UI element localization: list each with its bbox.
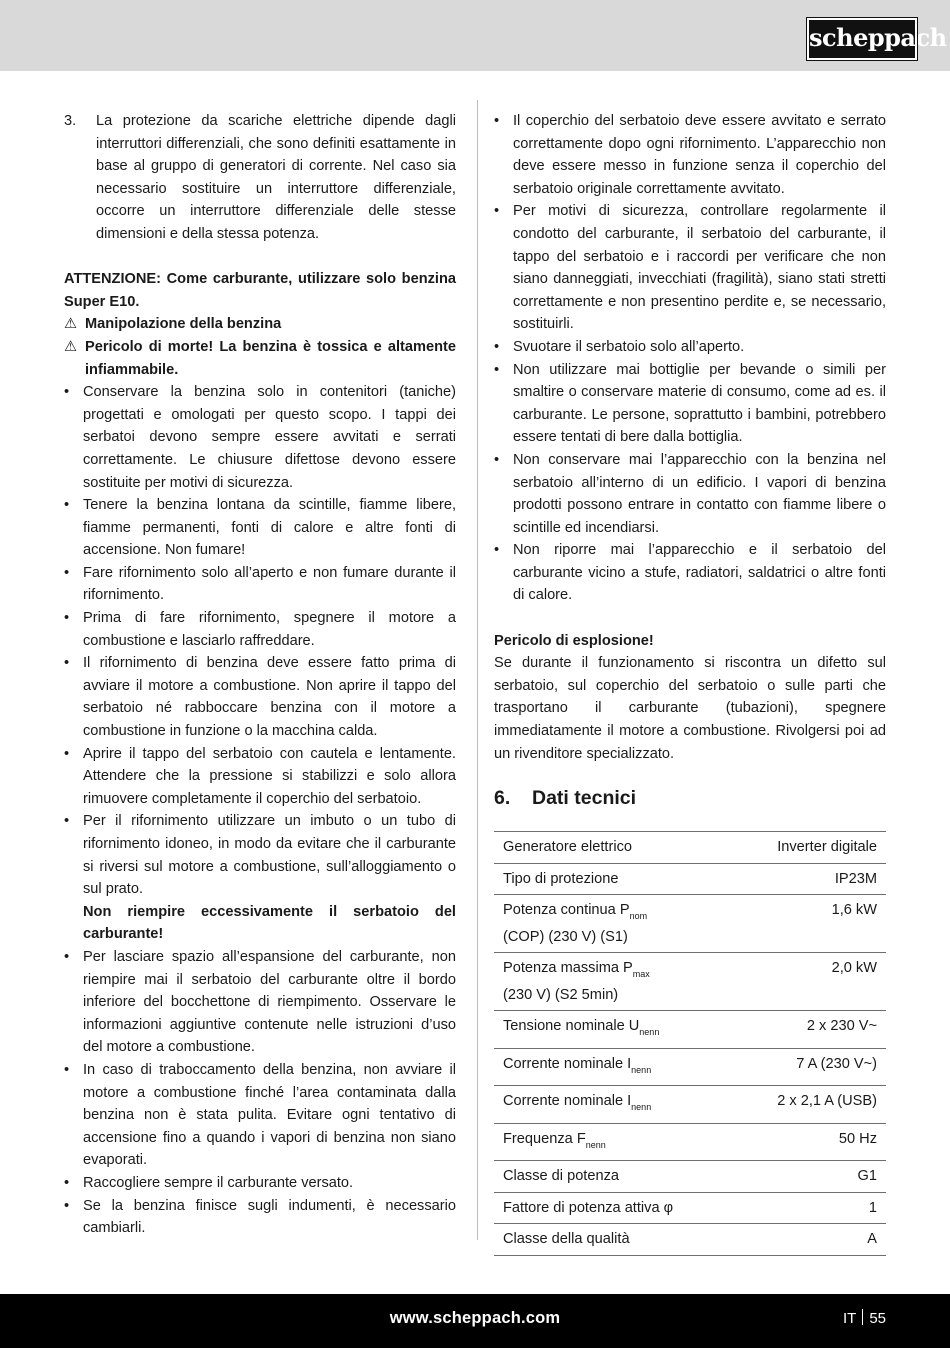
fuel-safety-list <box>64 381 456 901</box>
fuel-safety-list-2 <box>64 946 456 1240</box>
tank-safety-list <box>494 110 886 607</box>
page-value: 55 <box>869 1310 886 1327</box>
spec-label <box>494 863 735 895</box>
website-link[interactable]: www.scheppach.com <box>389 1309 561 1327</box>
specs-table <box>494 831 886 1256</box>
spec-label-text: Potenza massima P <box>503 960 633 977</box>
page-footer <box>0 1294 950 1348</box>
table-row <box>494 1123 886 1161</box>
spec-label-text: Classe della qualità <box>503 1231 630 1248</box>
spec-label-line2: (COP) (230 V) (S1) <box>503 928 628 945</box>
list-item: • Non riporre mai l’apparecchio e il serbatoio del carburante vicino a stufe, radiatori, saldatrici o altre fonti di calore. <box>494 539 886 607</box>
spec-label-text: Tensione nominale U <box>503 1018 640 1035</box>
spec-value: Inverter digitale <box>735 832 886 864</box>
spec-value: A <box>735 1224 886 1256</box>
spec-label <box>494 1011 735 1049</box>
spec-value: G1 <box>735 1161 886 1193</box>
table-row <box>494 953 886 1011</box>
list-item: • In caso di traboccamento della benzina, non avviare il motore a combustione finché l’area contaminata dalla benzina non è stata pulita. Evitare ogni tentativo di accensione fino a quando i vapori di benzina non siano evaporati. <box>64 1059 456 1172</box>
list-item: • Se la benzina finisce sugli indumenti, è necessario cambiarli. <box>64 1195 456 1240</box>
language-code: IT <box>842 1310 857 1327</box>
spec-label <box>494 1048 735 1086</box>
spec-label-subscript: nenn <box>639 1027 660 1038</box>
column-divider <box>477 100 478 1240</box>
left-column <box>64 110 456 1240</box>
separator <box>862 1309 863 1325</box>
spec-label-text: Corrente nominale I <box>503 1093 632 1110</box>
spec-value: 1,6 kW <box>735 895 886 953</box>
table-row <box>494 1192 886 1224</box>
spec-label-subscript: max <box>632 969 650 980</box>
warning-triangle-icon: ⚠ <box>64 316 78 333</box>
spec-value: 2 x 2,1 A (USB) <box>735 1086 886 1124</box>
list-item: • Il coperchio del serbatoio deve essere avvitato e serrato correttamente dopo ogni rifornimento. L’apparecchio non deve essere messo in funzione senza il coperchio del serbatoio originale correttamente avvitato. <box>494 110 886 200</box>
warning-handling <box>64 313 456 336</box>
spec-label-text: Frequenza F <box>503 1130 586 1147</box>
warning-triangle-icon: ⚠ <box>64 338 78 355</box>
section-heading <box>494 785 886 811</box>
spec-label <box>494 895 735 953</box>
list-item: • Per il rifornimento utilizzare un imbuto o un tubo di rifornimento idoneo, in modo da evitare che il carburante si riversi sul motore a combustione, sull’alloggiamento o sul prato. <box>64 810 456 900</box>
spec-label-text: Corrente nominale I <box>503 1055 632 1072</box>
right-column <box>494 110 886 1256</box>
list-item: • Non utilizzare mai bottiglie per bevande o simili per smaltire o conservare materie di consumo, come ad es. il carburante. Le persone, soprattutto i bambini, potrebbero essere tentati di bere dalla bottiglia. <box>494 359 886 449</box>
spec-label <box>494 1192 735 1224</box>
list-item: • Prima di fare rifornimento, spegnere il motore a combustione e lasciarlo raffreddare. <box>64 607 456 652</box>
list-item: • Fare rifornimento solo all’aperto e non fumare durante il rifornimento. <box>64 562 456 607</box>
list-item: • Svuotare il serbatoio solo all’aperto. <box>494 336 886 359</box>
explosion-text: Se durante il funzionamento si riscontra un difetto sul serbatoio, sul coperchio del serbatoio o sulle parti che trasportano il carburante (tubazioni), spegnere immediatamente il motore a combustione. Rivolgersi poi ad un rivenditore specializzato. <box>494 655 886 762</box>
list-item: • Aprire il tappo del serbatoio con cautela e lentamente. Attendere che la pressione si stabilizzi e solo allora rimuovere completamente il coperchio del serbatoio. <box>64 743 456 811</box>
spec-label-subscript: nenn <box>585 1139 606 1150</box>
spec-value: 50 Hz <box>735 1123 886 1161</box>
spec-value: 2 x 230 V~ <box>735 1011 886 1049</box>
fuel-attention: ATTENZIONE: Come carburante, utilizzare solo benzina Super E10. <box>64 271 456 310</box>
warning-danger <box>64 336 456 381</box>
spec-label-text: Generatore elettrico <box>503 839 632 856</box>
spec-label <box>494 832 735 864</box>
table-row <box>494 1224 886 1256</box>
spec-value: 1 <box>735 1192 886 1224</box>
list-item: • Raccogliere sempre il carburante versato. <box>64 1172 456 1195</box>
list-item: • Per motivi di sicurezza, controllare regolarmente il condotto del carburante, il serbatoio del carburante, il tappo del serbatoio e i raccordi per verificare che non siano danneggiati, invecchiati (fragilità), siano stati stretti correttamente e non presentino perdite e, se necessario, sostituirli. <box>494 200 886 336</box>
section-number: 6. <box>494 787 511 810</box>
no-overfill-warning: Non riempire eccessivamente il serbatoio del carburante! <box>83 903 456 943</box>
list-item: • Per lasciare spazio all’espansione del carburante, non riempire mai il serbatoio del carburante oltre il bordo inferiore del bocchettone di riempimento. Osservare le informazioni aggiuntive contenute nelle istruzioni d’uso del motore a combustione. <box>64 946 456 1059</box>
warning-text: Manipolazione della benzina <box>85 316 282 333</box>
list-item: • Tenere la benzina lontana da scintille, fiamme libere, fiamme permanenti, fonti di calore e altre fonti di accensione. Non fumare! <box>64 494 456 562</box>
list-item: • Conservare la benzina solo in contenitori (taniche) progettati e omologati per questo scopo. I tappi dei serbatoi devono sempre essere avvitati e serrati correttamente. Le chiusure difettose devono essere sostituite per motivi di sicurezza. <box>64 381 456 494</box>
table-row <box>494 1048 886 1086</box>
page-number <box>843 1309 886 1327</box>
spec-label-subscript: nenn <box>631 1064 652 1075</box>
spec-label-text: Classe di potenza <box>503 1168 620 1185</box>
spec-label-subscript: nom <box>629 911 648 922</box>
explosion-title: Pericolo di esplosione! <box>494 632 654 649</box>
table-row <box>494 1161 886 1193</box>
spec-label <box>494 953 735 1011</box>
spec-label <box>494 1161 735 1193</box>
spec-label <box>494 1123 735 1161</box>
list-item: • Il rifornimento di benzina deve essere fatto prima di avviare il motore a combustione. Non aprire il tappo del serbatoio né rabboccare benzina con il motore a combustione in funzione o la macchina calda. <box>64 652 456 742</box>
page-header <box>0 0 950 71</box>
item-text: La protezione da scariche elettriche dipende dagli interruttori differenziali, che sono definiti esattamente in base al gruppo di generatori di corrente. Nel caso sia necessario sostituire un interruttore differenziale, occorre un interruttore differenziale delle stesse dimensioni e della stessa potenza. <box>96 113 456 242</box>
spec-label-text: Fattore di potenza attiva φ <box>503 1199 674 1216</box>
spec-value: 7 A (230 V~) <box>735 1048 886 1086</box>
item-number: 3. <box>64 113 77 129</box>
spec-value: IP23M <box>735 863 886 895</box>
table-row <box>494 832 886 864</box>
table-row <box>494 895 886 953</box>
spec-value: 2,0 kW <box>735 953 886 1011</box>
scheppach-logo: scheppach <box>807 18 917 60</box>
spec-label-text: Potenza continua P <box>503 902 630 919</box>
section-title: Dati tecnici <box>532 787 637 810</box>
spec-label <box>494 1224 735 1256</box>
table-row <box>494 1011 886 1049</box>
spec-label-subscript: nenn <box>631 1102 652 1113</box>
table-row <box>494 1086 886 1124</box>
spec-label-text: Tipo di protezione <box>503 870 619 887</box>
spec-label-line2: (230 V) (S2 5min) <box>503 986 619 1003</box>
list-item: • Non conservare mai l’apparecchio con la benzina nel serbatoio all’interno di un edificio. I vapori di benzina prodotti possono entrare in contatto con fiamme libere o scintille ed incendiarsi. <box>494 449 886 539</box>
table-row <box>494 863 886 895</box>
numbered-item-3 <box>64 110 456 246</box>
warning-text: Pericolo di morte! La benzina è tossica e altamente infiammabile. <box>85 338 456 378</box>
spec-label <box>494 1086 735 1124</box>
